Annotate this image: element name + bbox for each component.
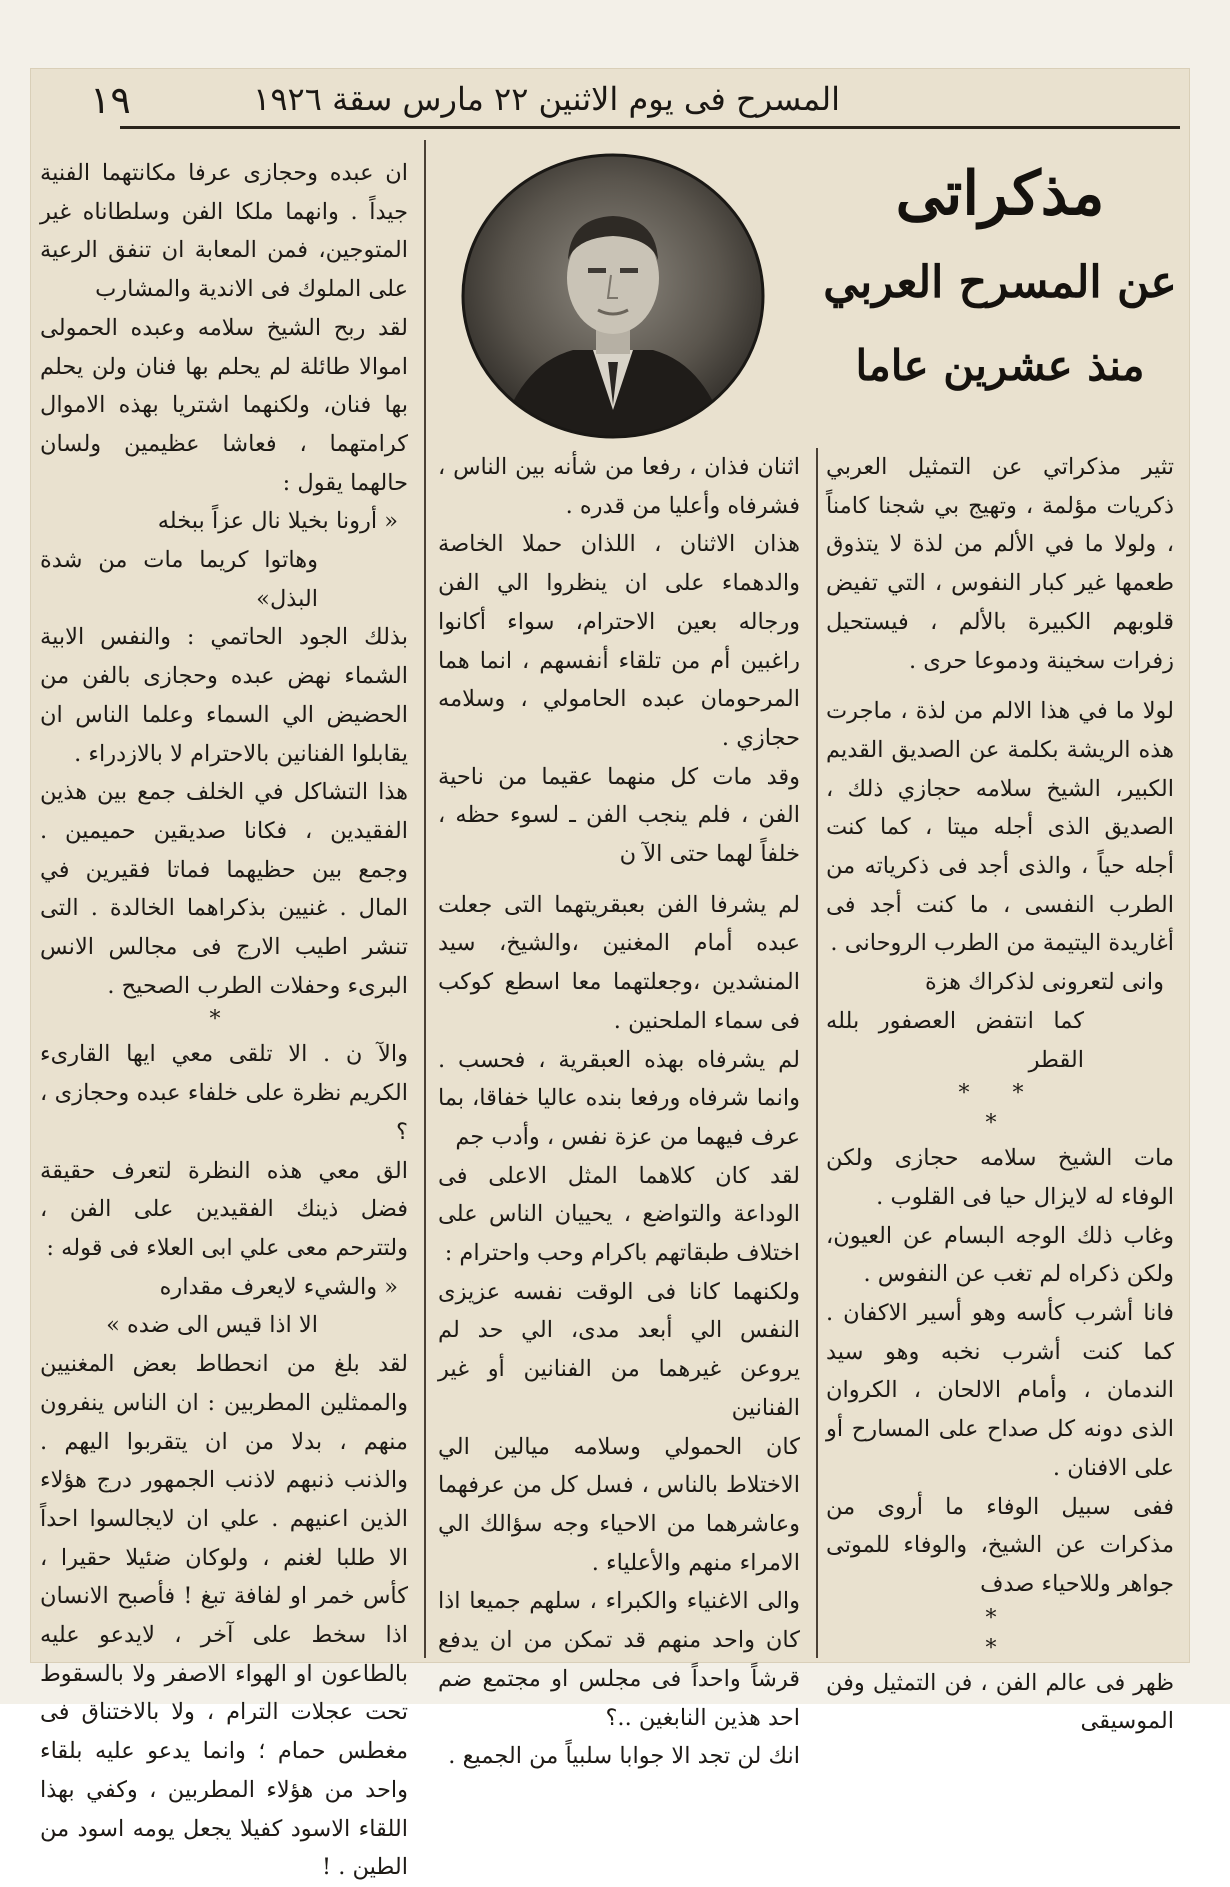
portrait-photo bbox=[458, 150, 768, 442]
paragraph: ظهر فى عالم الفن ، فن التمثيل وفن الموسيقى bbox=[826, 1669, 1174, 1735]
header-title: المسرح فى يوم الاثنين ٢٢ مارس سقة ١٩٢٦ bbox=[253, 80, 840, 118]
poem-line: « أرونا بخيلا نال عزاً ببخله bbox=[157, 508, 398, 535]
article-subtitle: عن المسرح العربي bbox=[823, 257, 1177, 308]
paragraph: ان عبده وحجازى عرفا مكانتهما الفنية جيداً . وانهما ملكا الفن وسلطاناه غير المتوجين، فمن المعابة ان تنفق الرعية على الملوك فى الاندية والمشارب bbox=[40, 160, 408, 303]
column-divider bbox=[816, 448, 818, 1658]
paragraph: اثنان فذان ، رفعا من شأنه بين الناس ، فشرفاه وأعليا من قدره . bbox=[438, 454, 800, 519]
section-separator: * bbox=[985, 1635, 1015, 1661]
paragraph: وقد مات كل منهما عقيما من ناحية الفن ، فلم ينجب الفن ـ لسوء حظه ، خلفاً لهما حتى الآ ن bbox=[438, 763, 800, 868]
poem-line: وهاتوا كريما مات من شدة البذل» bbox=[40, 547, 318, 612]
paragraph: لولا ما في هذا الالم من لذة ، ماجرت هذه الريشة بكلمة عن الصديق القديم الكبير، الشيخ سلامه حجازي ذلك ، الصديق الذى أجله ميتا ، كما كنت أجله حياً ، والذى أجد فى ذكرياته من الطرب النفسى ، ما كنت أجد فى أغاريدة اليتيمة من الطرب الروحانى . bbox=[826, 698, 1174, 957]
paragraph: انك لن تجد الا جوابا سلبياً من الجميع . bbox=[448, 1743, 800, 1770]
column-left bbox=[40, 154, 408, 1887]
column-divider bbox=[424, 140, 426, 1658]
paragraph: مات الشيخ سلامه حجازى ولكن الوفاء له لايزال حيا فى القلوب . bbox=[826, 1145, 1174, 1210]
paragraph: والآ ن . الا تلقى معي ايها القارىء الكريم نظرة على خلفاء عبده وحجازى ، ؟ bbox=[40, 1041, 408, 1145]
column-middle bbox=[438, 448, 800, 1776]
paragraph: بذلك الجود الحاتمي : والنفس الابية الشماء نهض عبده وحجازى بالفن من الحضيض الي السماء وعلما الناس ان يقابلوا الفنانين بالاحترام لا بالازدراء . bbox=[40, 624, 408, 767]
paragraph: الق معي هذه النظرة لتعرف حقيقة فضل ذينك الفقيدين على الفن ، ولتترحم معى علي ابى العلاء فى قوله : bbox=[40, 1157, 408, 1261]
paragraph: فانا أشرب كأسه وهو أسير الاكفان . كما كنت أشرب نخبه وهو سيد الندمان ، وأمام الالحان ، الكروان الذى دونه كل صداح على المسارح أو على الافنان . bbox=[826, 1300, 1174, 1481]
paragraph: كان الحمولي وسلامه ميالين الي الاختلاط بالناس ، فسل كل من عرفهما وعاشرهما من الاحياء وجه سؤالك الي الامراء منهم والأعلياء . bbox=[438, 1433, 800, 1576]
poem-line: « والشيء لايعرف مقداره bbox=[159, 1273, 398, 1300]
header-rule bbox=[120, 126, 1180, 129]
column-right bbox=[826, 448, 1174, 1741]
paragraph: لقد بلغ من انحطاط بعض المغنيين والممثلين المطربين : ان الناس ينفرون منهم ، بدلا من ان يتقربوا اليهم . والذنب ذنبهم لاذنب الجمهور درج هؤلاء الذين اعنيهم . علي ان لايجالسوا احداً الا طلبا لغنم ، ولوكان ضئيلا حقيرا ، كأس خمر او لفافة تبغ ! فأصبح الانسان اذا سخط على آخر ، لايدعو عليه بالطاعون او الهواء الاصفر ولا بالسقوط تحت عجلات الترام ، ولا بالاختناق فى مغطس حمام ؛ وانما يدعو عليه بلقاء واحد من هؤلاء المطربين ، وكفي بهذا اللقاء الاسود كفيلا يجعل يومه اسود من الطين . ! bbox=[40, 1351, 408, 1881]
article-subtitle-2: منذ عشرين عاما bbox=[855, 341, 1145, 390]
paragraph: وغاب ذلك الوجه البسام عن العيون، ولكن ذكراه لم تغب عن النفوس . bbox=[826, 1222, 1174, 1288]
paragraph: لم يشرفا الفن بعبقريتهما التى جعلت عبده أمام المغنين ،والشيخ، سيد المنشدين ،وجعلتهما معا اسطع كوكب فى سماء الملحنين . bbox=[438, 891, 800, 1034]
paragraph: والى الاغنياء والكبراء ، سلهم جميعا اذا كان واحد منهم قد تمكن من ان يدفع قرشاً واحداً فى مجلس او مجتمع ضم احد هذين النابغين ..؟ bbox=[438, 1588, 800, 1731]
paragraph: ففى سبيل الوفاء ما أروى من مذكرات عن الشيخ، والوفاء للموتى جواهر وللاحياء صدف bbox=[826, 1493, 1174, 1597]
section-separator: * * bbox=[958, 1081, 1042, 1107]
paragraph: هذا التشاكل في الخلف جمع بين هذين الفقيدين ، فكانا صديقين حميمين . وجمع بين حظيهما فماتا فقيرين في المال . غنيين بذكراهما الخالدة . التى تنشر اطيب الارج فى مجالس الانس البرىء وحفلات الطرب الصحيح . bbox=[40, 779, 408, 999]
section-separator: * bbox=[985, 1111, 1015, 1137]
page-header bbox=[30, 78, 1190, 130]
section-separator: * bbox=[209, 1007, 239, 1033]
paragraph: ولكنهما كانا فى الوقت نفسه عزيزى النفس الي أبعد مدى، الي حد لم يروعن غيرهما من الفنانين أو غير الفنانين bbox=[438, 1278, 800, 1421]
paragraph: لقد كان كلاهما المثل الاعلى فى الوداعة والتواضع ، يحييان الناس على اختلاف طبقاتهم باكرام وحب واحترام : bbox=[438, 1162, 800, 1267]
paragraph: لم يشرفاه بهذه العبقرية ، فحسب . وانما شرفاه ورفعا بنده عاليا خفاقا، بما عرف فيهما من عزة نفس ، وأدب جم bbox=[438, 1046, 800, 1150]
portrait-image bbox=[458, 150, 768, 442]
article-title-block bbox=[822, 148, 1178, 406]
poem-line: الا اذا قيس الى ضده » bbox=[106, 1312, 318, 1339]
poem-line: وانى لتعرونى لذكراك هزة bbox=[924, 969, 1164, 996]
page-number: ١٩ bbox=[90, 78, 131, 122]
poem-line: كما انتفض العصفور بلله القطر bbox=[826, 1007, 1084, 1073]
paragraph: تثير مذكراتي عن التمثيل العربي ذكريات مؤلمة ، وتهيج بي شجنا كامناً ، ولولا ما في الألم من لذة لا يتذوق طعمها غير كبار النفوس ، التي تفيض قلوبهم الكبيرة بالألم ، فيستحيل زفرات سخينة ودموعا حرى . bbox=[826, 454, 1174, 674]
paragraph: لقد ربح الشيخ سلامه وعبده الحمولى اموالا طائلة لم يحلم بها فنان ولن يحلم بها فنان، ولكنهما اشتريا بهذه الاموال كرامتهما ، فعاشا عظيمين ولسان حالهما يقول : bbox=[40, 314, 408, 496]
paragraph: هذان الاثنان ، اللذان حملا الخاصة والدهماء على ان ينظروا الي الفن ورجاله بعين الاحترام، سواء أكانوا راغبين أم من تلقاء أنفسهم ، انما هما المرحومان عبده الحامولي ، وسلامه حجازي . bbox=[438, 531, 800, 751]
section-separator: * bbox=[985, 1605, 1015, 1631]
article-title: مذكراتى bbox=[895, 159, 1105, 229]
